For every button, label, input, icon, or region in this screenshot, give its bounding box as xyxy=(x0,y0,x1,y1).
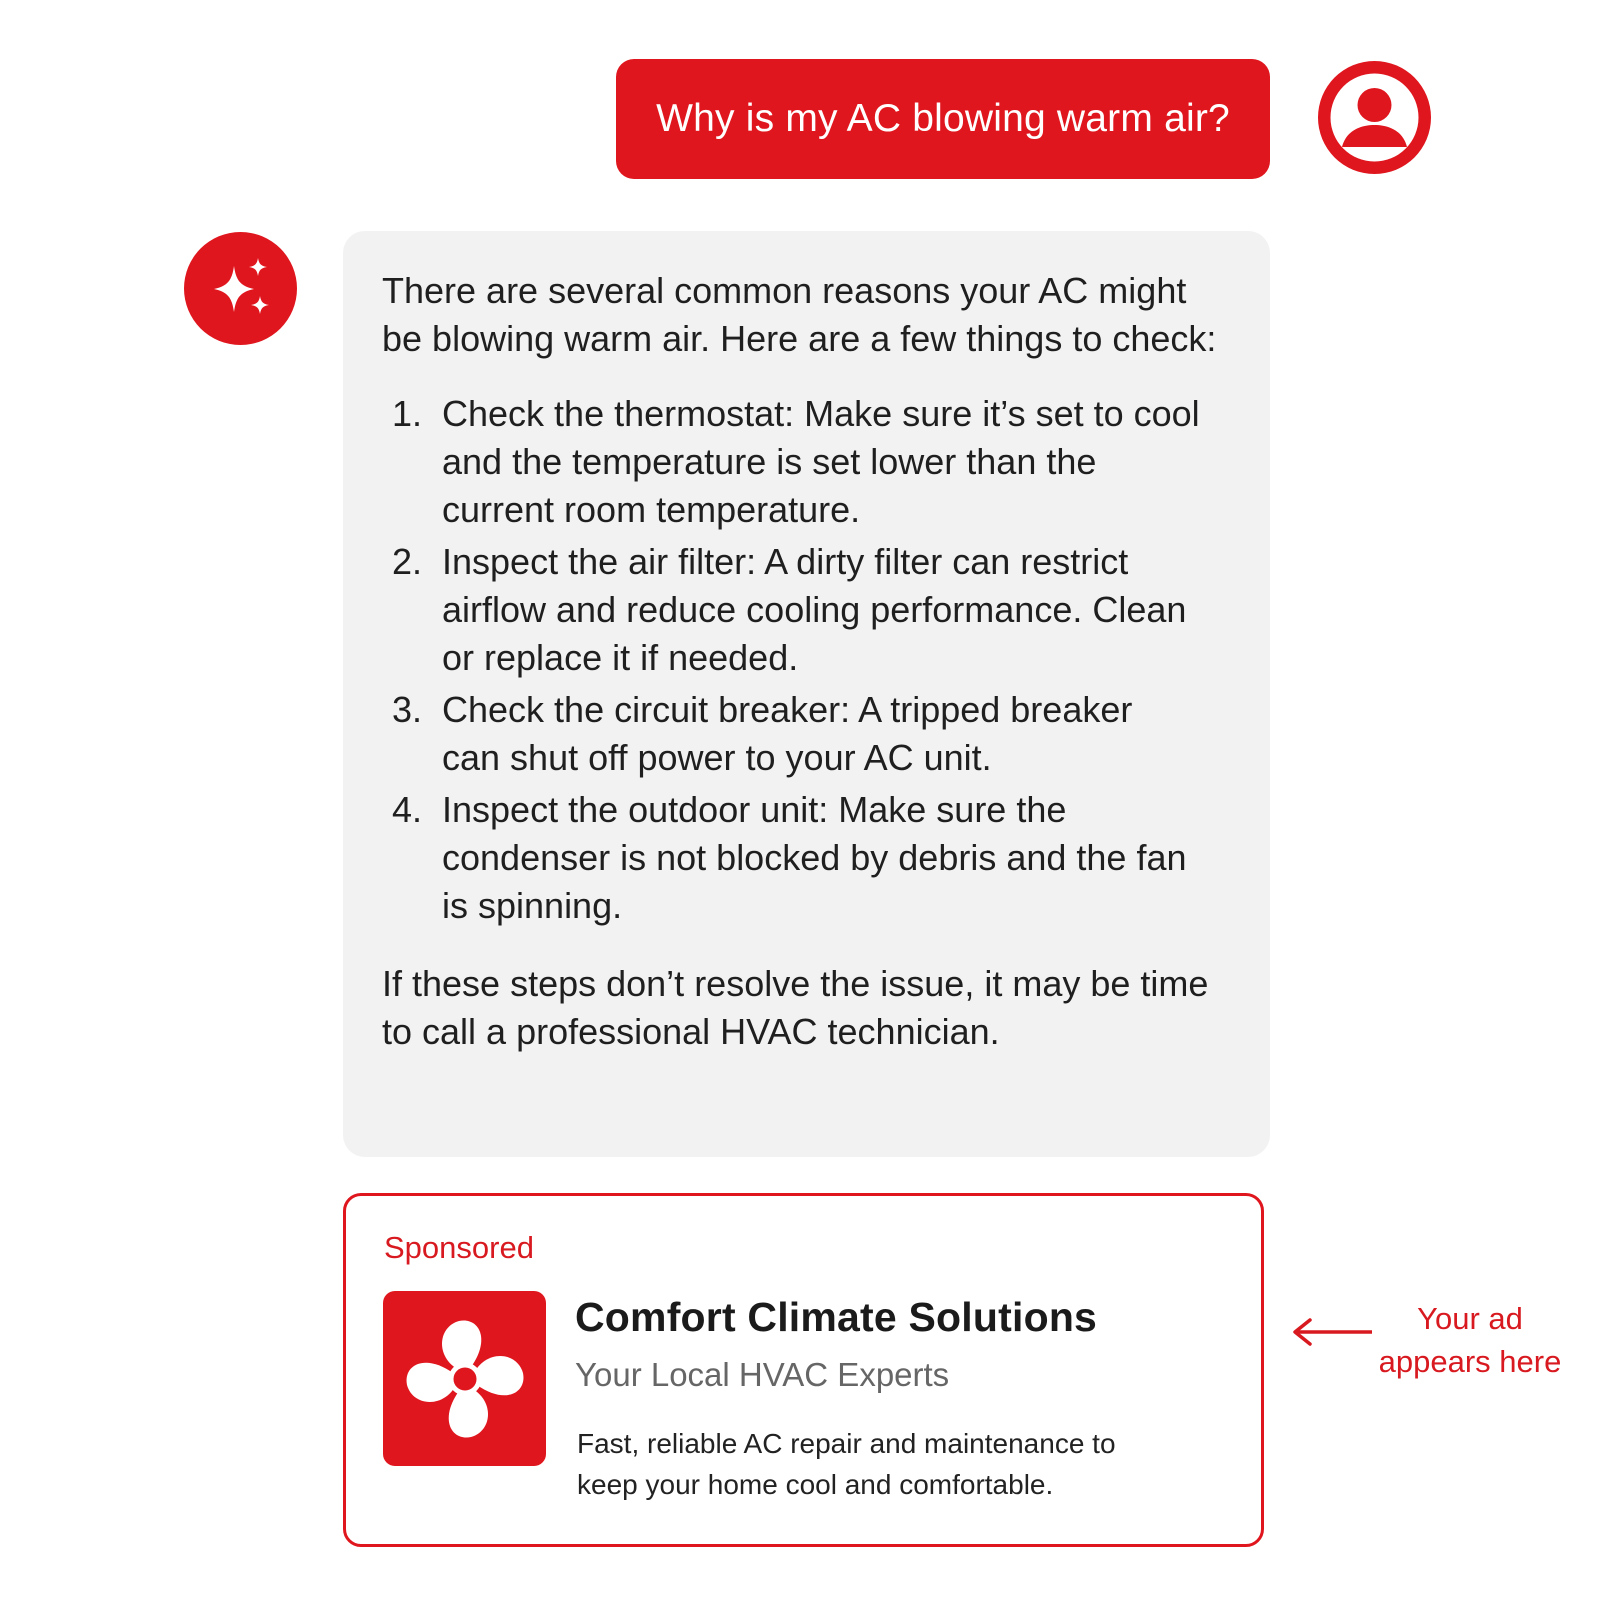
list-item-number: 4. xyxy=(391,789,422,830)
list-item-text: Inspect the outdoor unit: Make sure the condenser is not blocked by debris and the fan is spinning. xyxy=(442,789,1187,926)
sparkle-icon xyxy=(184,232,297,345)
list-item-number: 3. xyxy=(391,689,422,730)
sponsored-ad-card[interactable] xyxy=(343,1193,1264,1547)
user-avatar[interactable] xyxy=(1318,61,1431,174)
annotation-text xyxy=(1375,1297,1565,1383)
annotation-line-2: appears here xyxy=(1378,1344,1562,1379)
assistant-avatar xyxy=(184,232,297,345)
assistant-message-bubble xyxy=(343,231,1270,1157)
list-item-text: Inspect the air filter: A dirty filter can restrict airflow and reduce cooling performance. Clean or replace it if needed. xyxy=(442,541,1187,678)
assistant-outro-text: If these steps don’t resolve the issue, it may be time to call a professional HVAC technician. xyxy=(382,963,1209,1052)
ad-title[interactable]: Comfort Climate Solutions xyxy=(575,1294,1098,1340)
sponsored-label: Sponsored xyxy=(384,1230,534,1265)
list-item-number: 1. xyxy=(391,393,422,434)
ad-subtitle: Your Local HVAC Experts xyxy=(575,1356,950,1393)
troubleshooting-steps-list xyxy=(382,390,1230,930)
ad-description: Fast, reliable AC repair and maintenance to keep your home cool and comfortable. xyxy=(577,1428,1116,1500)
list-item-text: Check the thermostat: Make sure it’s set to cool and the temperature is set lower than the current room temperature. xyxy=(442,393,1200,530)
list-item-number: 2. xyxy=(391,541,422,582)
list-item xyxy=(382,390,1230,534)
user-message-text: Why is my AC blowing warm air? xyxy=(656,97,1230,140)
user-message-bubble xyxy=(616,59,1270,179)
list-item xyxy=(382,786,1230,930)
list-item xyxy=(382,686,1230,782)
annotation-line-1: Your ad xyxy=(1417,1301,1523,1336)
assistant-intro-text: There are several common reasons your AC might be blowing warm air. Here are a few things to check: xyxy=(382,270,1217,359)
ad-logo[interactable] xyxy=(383,1291,546,1466)
list-item xyxy=(382,538,1230,682)
fan-icon xyxy=(395,1309,535,1449)
user-icon xyxy=(1318,61,1431,174)
arrow-left-icon xyxy=(1290,1317,1374,1347)
list-item-text: Check the circuit breaker: A tripped breaker can shut off power to your AC unit. xyxy=(442,689,1133,778)
